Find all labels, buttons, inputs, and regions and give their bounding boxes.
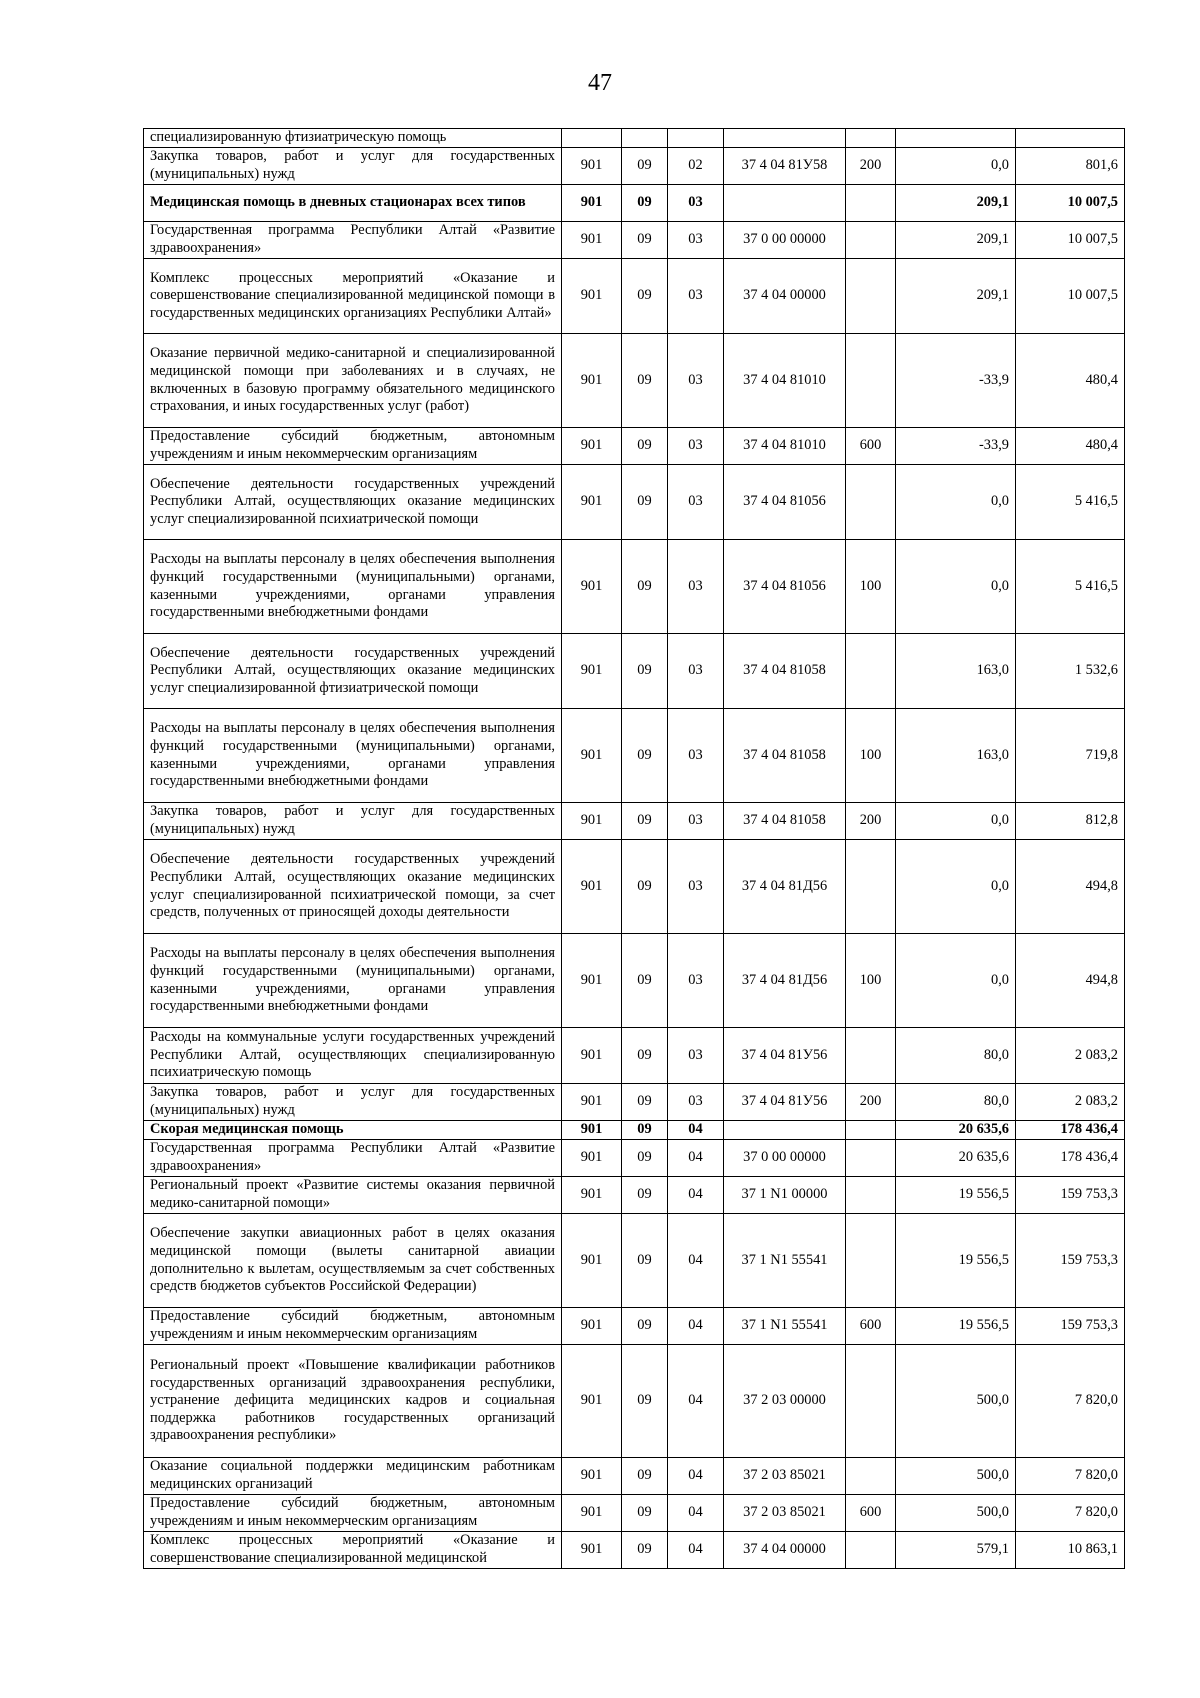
table-row: [144, 428, 1125, 465]
subsection-code-cell: 04: [668, 1121, 724, 1140]
target-article-cell: 37 4 04 81Д56: [724, 934, 846, 1028]
expense-type-cell: [846, 1028, 896, 1084]
section-code-cell: 09: [622, 1345, 668, 1458]
table-row: [144, 185, 1125, 222]
amount-change-cell: 500,0: [896, 1495, 1016, 1532]
table-row: [144, 1084, 1125, 1121]
row-name-cell: Предоставление субсидий бюджетным, автономным учреждениям и иным некоммерческим организациям: [144, 1495, 562, 1532]
ministry-code-cell: 901: [562, 1214, 622, 1308]
row-name-cell: Закупка товаров, работ и услуг для государственных (муниципальных) нужд: [144, 1084, 562, 1121]
target-article-cell: 37 4 04 81У58: [724, 148, 846, 185]
target-article-cell: 37 4 04 81056: [724, 540, 846, 634]
ministry-code-cell: 901: [562, 428, 622, 465]
amount-change-cell: 0,0: [896, 148, 1016, 185]
row-name-cell: Расходы на выплаты персоналу в целях обеспечения выполнения функций государственными (муниципальными) органами, казенными учреждениями, органами управления государственными внебюджетными фондами: [144, 540, 562, 634]
amount-total-cell: 7 820,0: [1016, 1495, 1125, 1532]
amount-total-cell: 494,8: [1016, 840, 1125, 934]
amount-change-cell: 20 635,6: [896, 1121, 1016, 1140]
target-article-cell: 37 4 04 81058: [724, 709, 846, 803]
amount-change-cell: 209,1: [896, 185, 1016, 222]
amount-change-cell: 209,1: [896, 222, 1016, 259]
amount-total-cell: 2 083,2: [1016, 1028, 1125, 1084]
amount-total-cell: 5 416,5: [1016, 465, 1125, 540]
subsection-code-cell: 04: [668, 1140, 724, 1177]
table-row: [144, 1177, 1125, 1214]
subsection-code-cell: 04: [668, 1495, 724, 1532]
section-code-cell: 09: [622, 1028, 668, 1084]
subsection-code-cell: 02: [668, 148, 724, 185]
target-article-cell: 37 1 N1 00000: [724, 1177, 846, 1214]
subsection-code-cell: 04: [668, 1458, 724, 1495]
row-name-cell: Оказание первичной медико-санитарной и специализированной медицинской помощи при заболеваниях и в случаях, не включенных в базовую программу обязательного медицинского страхования, и иных государственных услуг (работ): [144, 334, 562, 428]
amount-change-cell: 0,0: [896, 465, 1016, 540]
amount-total-cell: 494,8: [1016, 934, 1125, 1028]
expense-type-cell: [846, 1214, 896, 1308]
expense-type-cell: 600: [846, 1308, 896, 1345]
section-code-cell: 09: [622, 1458, 668, 1495]
amount-total-cell: 801,6: [1016, 148, 1125, 185]
subsection-code-cell: [668, 129, 724, 148]
target-article-cell: 37 4 04 81Д56: [724, 840, 846, 934]
amount-total-cell: 812,8: [1016, 803, 1125, 840]
section-code-cell: [622, 129, 668, 148]
section-code-cell: 09: [622, 185, 668, 222]
table-row: [144, 540, 1125, 634]
subsection-code-cell: 04: [668, 1214, 724, 1308]
section-code-cell: 09: [622, 634, 668, 709]
target-article-cell: 37 4 04 81010: [724, 334, 846, 428]
row-name-cell: Предоставление субсидий бюджетным, автономным учреждениям и иным некоммерческим организациям: [144, 428, 562, 465]
amount-total-cell: 10 863,1: [1016, 1532, 1125, 1569]
subsection-code-cell: 03: [668, 934, 724, 1028]
subsection-code-cell: 03: [668, 634, 724, 709]
expense-type-cell: [846, 1345, 896, 1458]
row-name-cell: Обеспечение деятельности государственных учреждений Республики Алтай, осуществляющих оказание медицинских услуг специализированной психиатрической помощи, за счет средств, полученных от приносящей доходы деятельности: [144, 840, 562, 934]
row-name-cell: Предоставление субсидий бюджетным, автономным учреждениям и иным некоммерческим организациям: [144, 1308, 562, 1345]
table-row: [144, 1308, 1125, 1345]
target-article-cell: 37 1 N1 55541: [724, 1308, 846, 1345]
ministry-code-cell: 901: [562, 540, 622, 634]
amount-change-cell: 80,0: [896, 1028, 1016, 1084]
section-code-cell: 09: [622, 148, 668, 185]
section-code-cell: 09: [622, 934, 668, 1028]
amount-change-cell: 19 556,5: [896, 1214, 1016, 1308]
amount-change-cell: 500,0: [896, 1345, 1016, 1458]
amount-change-cell: 0,0: [896, 540, 1016, 634]
table-row: [144, 1495, 1125, 1532]
amount-total-cell: 159 753,3: [1016, 1308, 1125, 1345]
ministry-code-cell: 901: [562, 1495, 622, 1532]
target-article-cell: 37 1 N1 55541: [724, 1214, 846, 1308]
target-article-cell: [724, 129, 846, 148]
expense-type-cell: [846, 259, 896, 334]
section-code-cell: 09: [622, 840, 668, 934]
ministry-code-cell: 901: [562, 1458, 622, 1495]
table-row: [144, 334, 1125, 428]
subsection-code-cell: 03: [668, 1028, 724, 1084]
target-article-cell: 37 4 04 81058: [724, 634, 846, 709]
subsection-code-cell: 03: [668, 465, 724, 540]
amount-change-cell: 19 556,5: [896, 1177, 1016, 1214]
amount-total-cell: [1016, 129, 1125, 148]
table-row: [144, 1028, 1125, 1084]
expense-type-cell: 200: [846, 148, 896, 185]
expense-type-cell: [846, 1177, 896, 1214]
target-article-cell: [724, 185, 846, 222]
row-name-cell: Закупка товаров, работ и услуг для государственных (муниципальных) нужд: [144, 148, 562, 185]
table-row: [144, 1532, 1125, 1569]
table-row: [144, 803, 1125, 840]
section-code-cell: 09: [622, 1214, 668, 1308]
row-name-cell: Медицинская помощь в дневных стационарах всех типов: [144, 185, 562, 222]
ministry-code-cell: 901: [562, 334, 622, 428]
target-article-cell: 37 4 04 00000: [724, 1532, 846, 1569]
subsection-code-cell: 03: [668, 803, 724, 840]
row-name-cell: Обеспечение деятельности государственных учреждений Республики Алтай, осуществляющих оказание медицинских услуг специализированной психиатрической помощи: [144, 465, 562, 540]
target-article-cell: [724, 1121, 846, 1140]
amount-change-cell: 163,0: [896, 634, 1016, 709]
expense-type-cell: [846, 465, 896, 540]
row-name-cell: Государственная программа Республики Алтай «Развитие здравоохранения»: [144, 222, 562, 259]
section-code-cell: 09: [622, 709, 668, 803]
row-name-cell: Обеспечение деятельности государственных учреждений Республики Алтай, осуществляющих оказание медицинских услуг специализированной фтизиатрической помощи: [144, 634, 562, 709]
ministry-code-cell: 901: [562, 634, 622, 709]
expense-type-cell: 100: [846, 934, 896, 1028]
amount-total-cell: 178 436,4: [1016, 1140, 1125, 1177]
section-code-cell: 09: [622, 1532, 668, 1569]
expense-type-cell: 200: [846, 1084, 896, 1121]
amount-change-cell: 80,0: [896, 1084, 1016, 1121]
amount-total-cell: 7 820,0: [1016, 1458, 1125, 1495]
expense-type-cell: [846, 129, 896, 148]
ministry-code-cell: 901: [562, 1028, 622, 1084]
ministry-code-cell: 901: [562, 1121, 622, 1140]
ministry-code-cell: 901: [562, 840, 622, 934]
amount-change-cell: -33,9: [896, 334, 1016, 428]
section-code-cell: 09: [622, 803, 668, 840]
expense-type-cell: [846, 840, 896, 934]
table-row: [144, 1458, 1125, 1495]
amount-change-cell: -33,9: [896, 428, 1016, 465]
expense-type-cell: [846, 1532, 896, 1569]
target-article-cell: 37 4 04 81056: [724, 465, 846, 540]
expense-type-cell: [846, 222, 896, 259]
amount-change-cell: 579,1: [896, 1532, 1016, 1569]
ministry-code-cell: 901: [562, 259, 622, 334]
expense-type-cell: 100: [846, 709, 896, 803]
amount-change-cell: 19 556,5: [896, 1308, 1016, 1345]
page-number: 47: [588, 70, 612, 96]
row-name-cell: Обеспечение закупки авиационных работ в целях оказания медицинской помощи (вылеты санитарной авиации дополнительно к вылетам, осуществляемым за счет собственных средств бюджетов субъектов Российской Федерации): [144, 1214, 562, 1308]
ministry-code-cell: 901: [562, 803, 622, 840]
target-article-cell: 37 0 00 00000: [724, 1140, 846, 1177]
section-code-cell: 09: [622, 1177, 668, 1214]
expense-type-cell: 600: [846, 1495, 896, 1532]
amount-change-cell: 209,1: [896, 259, 1016, 334]
subsection-code-cell: 03: [668, 222, 724, 259]
subsection-code-cell: 03: [668, 334, 724, 428]
ministry-code-cell: 901: [562, 465, 622, 540]
subsection-code-cell: 04: [668, 1177, 724, 1214]
section-code-cell: 09: [622, 222, 668, 259]
row-name-cell: Скорая медицинская помощь: [144, 1121, 562, 1140]
table-row: [144, 148, 1125, 185]
row-name-cell: Государственная программа Республики Алтай «Развитие здравоохранения»: [144, 1140, 562, 1177]
subsection-code-cell: 03: [668, 709, 724, 803]
expense-type-cell: [846, 1458, 896, 1495]
section-code-cell: 09: [622, 540, 668, 634]
subsection-code-cell: 03: [668, 259, 724, 334]
section-code-cell: 09: [622, 334, 668, 428]
section-code-cell: 09: [622, 259, 668, 334]
table-row: [144, 840, 1125, 934]
row-name-cell: специализированную фтизиатрическую помощь: [144, 129, 562, 148]
amount-total-cell: 1 532,6: [1016, 634, 1125, 709]
table-row: [144, 259, 1125, 334]
ministry-code-cell: 901: [562, 148, 622, 185]
amount-total-cell: 719,8: [1016, 709, 1125, 803]
amount-change-cell: 0,0: [896, 840, 1016, 934]
expense-type-cell: [846, 1140, 896, 1177]
target-article-cell: 37 4 04 81010: [724, 428, 846, 465]
table-row: [144, 1140, 1125, 1177]
ministry-code-cell: 901: [562, 1345, 622, 1458]
section-code-cell: 09: [622, 1495, 668, 1532]
table-row: [144, 934, 1125, 1028]
table-row: [144, 1214, 1125, 1308]
ministry-code-cell: 901: [562, 1084, 622, 1121]
expense-type-cell: 200: [846, 803, 896, 840]
amount-change-cell: [896, 129, 1016, 148]
ministry-code-cell: 901: [562, 1308, 622, 1345]
target-article-cell: 37 2 03 00000: [724, 1345, 846, 1458]
table-row: [144, 222, 1125, 259]
section-code-cell: 09: [622, 428, 668, 465]
target-article-cell: 37 0 00 00000: [724, 222, 846, 259]
row-name-cell: Закупка товаров, работ и услуг для государственных (муниципальных) нужд: [144, 803, 562, 840]
table-row: [144, 129, 1125, 148]
target-article-cell: 37 4 04 81058: [724, 803, 846, 840]
amount-total-cell: 5 416,5: [1016, 540, 1125, 634]
section-code-cell: 09: [622, 1084, 668, 1121]
target-article-cell: 37 4 04 00000: [724, 259, 846, 334]
ministry-code-cell: 901: [562, 1140, 622, 1177]
section-code-cell: 09: [622, 465, 668, 540]
row-name-cell: Расходы на коммунальные услуги государственных учреждений Республики Алтай, осуществляющих специализированную психиатрическую помощь: [144, 1028, 562, 1084]
table-row: [144, 709, 1125, 803]
ministry-code-cell: [562, 129, 622, 148]
subsection-code-cell: 04: [668, 1345, 724, 1458]
amount-change-cell: 500,0: [896, 1458, 1016, 1495]
amount-total-cell: 480,4: [1016, 334, 1125, 428]
section-code-cell: 09: [622, 1140, 668, 1177]
subsection-code-cell: 04: [668, 1532, 724, 1569]
amount-total-cell: 7 820,0: [1016, 1345, 1125, 1458]
section-code-cell: 09: [622, 1121, 668, 1140]
subsection-code-cell: 04: [668, 1308, 724, 1345]
expense-type-cell: [846, 1121, 896, 1140]
target-article-cell: 37 4 04 81У56: [724, 1084, 846, 1121]
expense-type-cell: [846, 185, 896, 222]
amount-total-cell: 480,4: [1016, 428, 1125, 465]
row-name-cell: Комплекс процессных мероприятий «Оказание и совершенствование специализированной медицинской помощи в государственных медицинских организациях Республики Алтай»: [144, 259, 562, 334]
table-row: [144, 465, 1125, 540]
table-row: [144, 1345, 1125, 1458]
row-name-cell: Расходы на выплаты персоналу в целях обеспечения выполнения функций государственными (муниципальными) органами, казенными учреждениями, органами управления государственными внебюджетными фондами: [144, 709, 562, 803]
amount-total-cell: 2 083,2: [1016, 1084, 1125, 1121]
amount-change-cell: 0,0: [896, 803, 1016, 840]
amount-total-cell: 178 436,4: [1016, 1121, 1125, 1140]
amount-total-cell: 10 007,5: [1016, 185, 1125, 222]
expense-type-cell: 100: [846, 540, 896, 634]
target-article-cell: 37 2 03 85021: [724, 1458, 846, 1495]
target-article-cell: 37 2 03 85021: [724, 1495, 846, 1532]
ministry-code-cell: 901: [562, 222, 622, 259]
ministry-code-cell: 901: [562, 1532, 622, 1569]
table-row: [144, 634, 1125, 709]
ministry-code-cell: 901: [562, 709, 622, 803]
ministry-code-cell: 901: [562, 1177, 622, 1214]
amount-change-cell: 163,0: [896, 709, 1016, 803]
amount-change-cell: 20 635,6: [896, 1140, 1016, 1177]
expense-type-cell: [846, 334, 896, 428]
target-article-cell: 37 4 04 81У56: [724, 1028, 846, 1084]
row-name-cell: Региональный проект «Повышение квалификации работников государственных организаций здравоохранения республики, устранение дефицита медицинских кадров и социальная поддержка работников государственных организаций здравоохранения республики»: [144, 1345, 562, 1458]
row-name-cell: Комплекс процессных мероприятий «Оказание и совершенствование специализированной медицинской: [144, 1532, 562, 1569]
amount-total-cell: 159 753,3: [1016, 1214, 1125, 1308]
subsection-code-cell: 03: [668, 840, 724, 934]
amount-total-cell: 159 753,3: [1016, 1177, 1125, 1214]
row-name-cell: Расходы на выплаты персоналу в целях обеспечения выполнения функций государственными (муниципальными) органами, казенными учреждениями, органами управления государственными внебюджетными фондами: [144, 934, 562, 1028]
expense-type-cell: [846, 634, 896, 709]
section-code-cell: 09: [622, 1308, 668, 1345]
expense-type-cell: 600: [846, 428, 896, 465]
subsection-code-cell: 03: [668, 428, 724, 465]
budget-table: [143, 128, 1125, 1569]
amount-total-cell: 10 007,5: [1016, 259, 1125, 334]
amount-total-cell: 10 007,5: [1016, 222, 1125, 259]
row-name-cell: Оказание социальной поддержки медицинским работникам медицинских организаций: [144, 1458, 562, 1495]
subsection-code-cell: 03: [668, 540, 724, 634]
subsection-code-cell: 03: [668, 1084, 724, 1121]
amount-change-cell: 0,0: [896, 934, 1016, 1028]
subsection-code-cell: 03: [668, 185, 724, 222]
table-row: [144, 1121, 1125, 1140]
ministry-code-cell: 901: [562, 185, 622, 222]
table-body: [144, 129, 1125, 1569]
ministry-code-cell: 901: [562, 934, 622, 1028]
row-name-cell: Региональный проект «Развитие системы оказания первичной медико-санитарной помощи»: [144, 1177, 562, 1214]
